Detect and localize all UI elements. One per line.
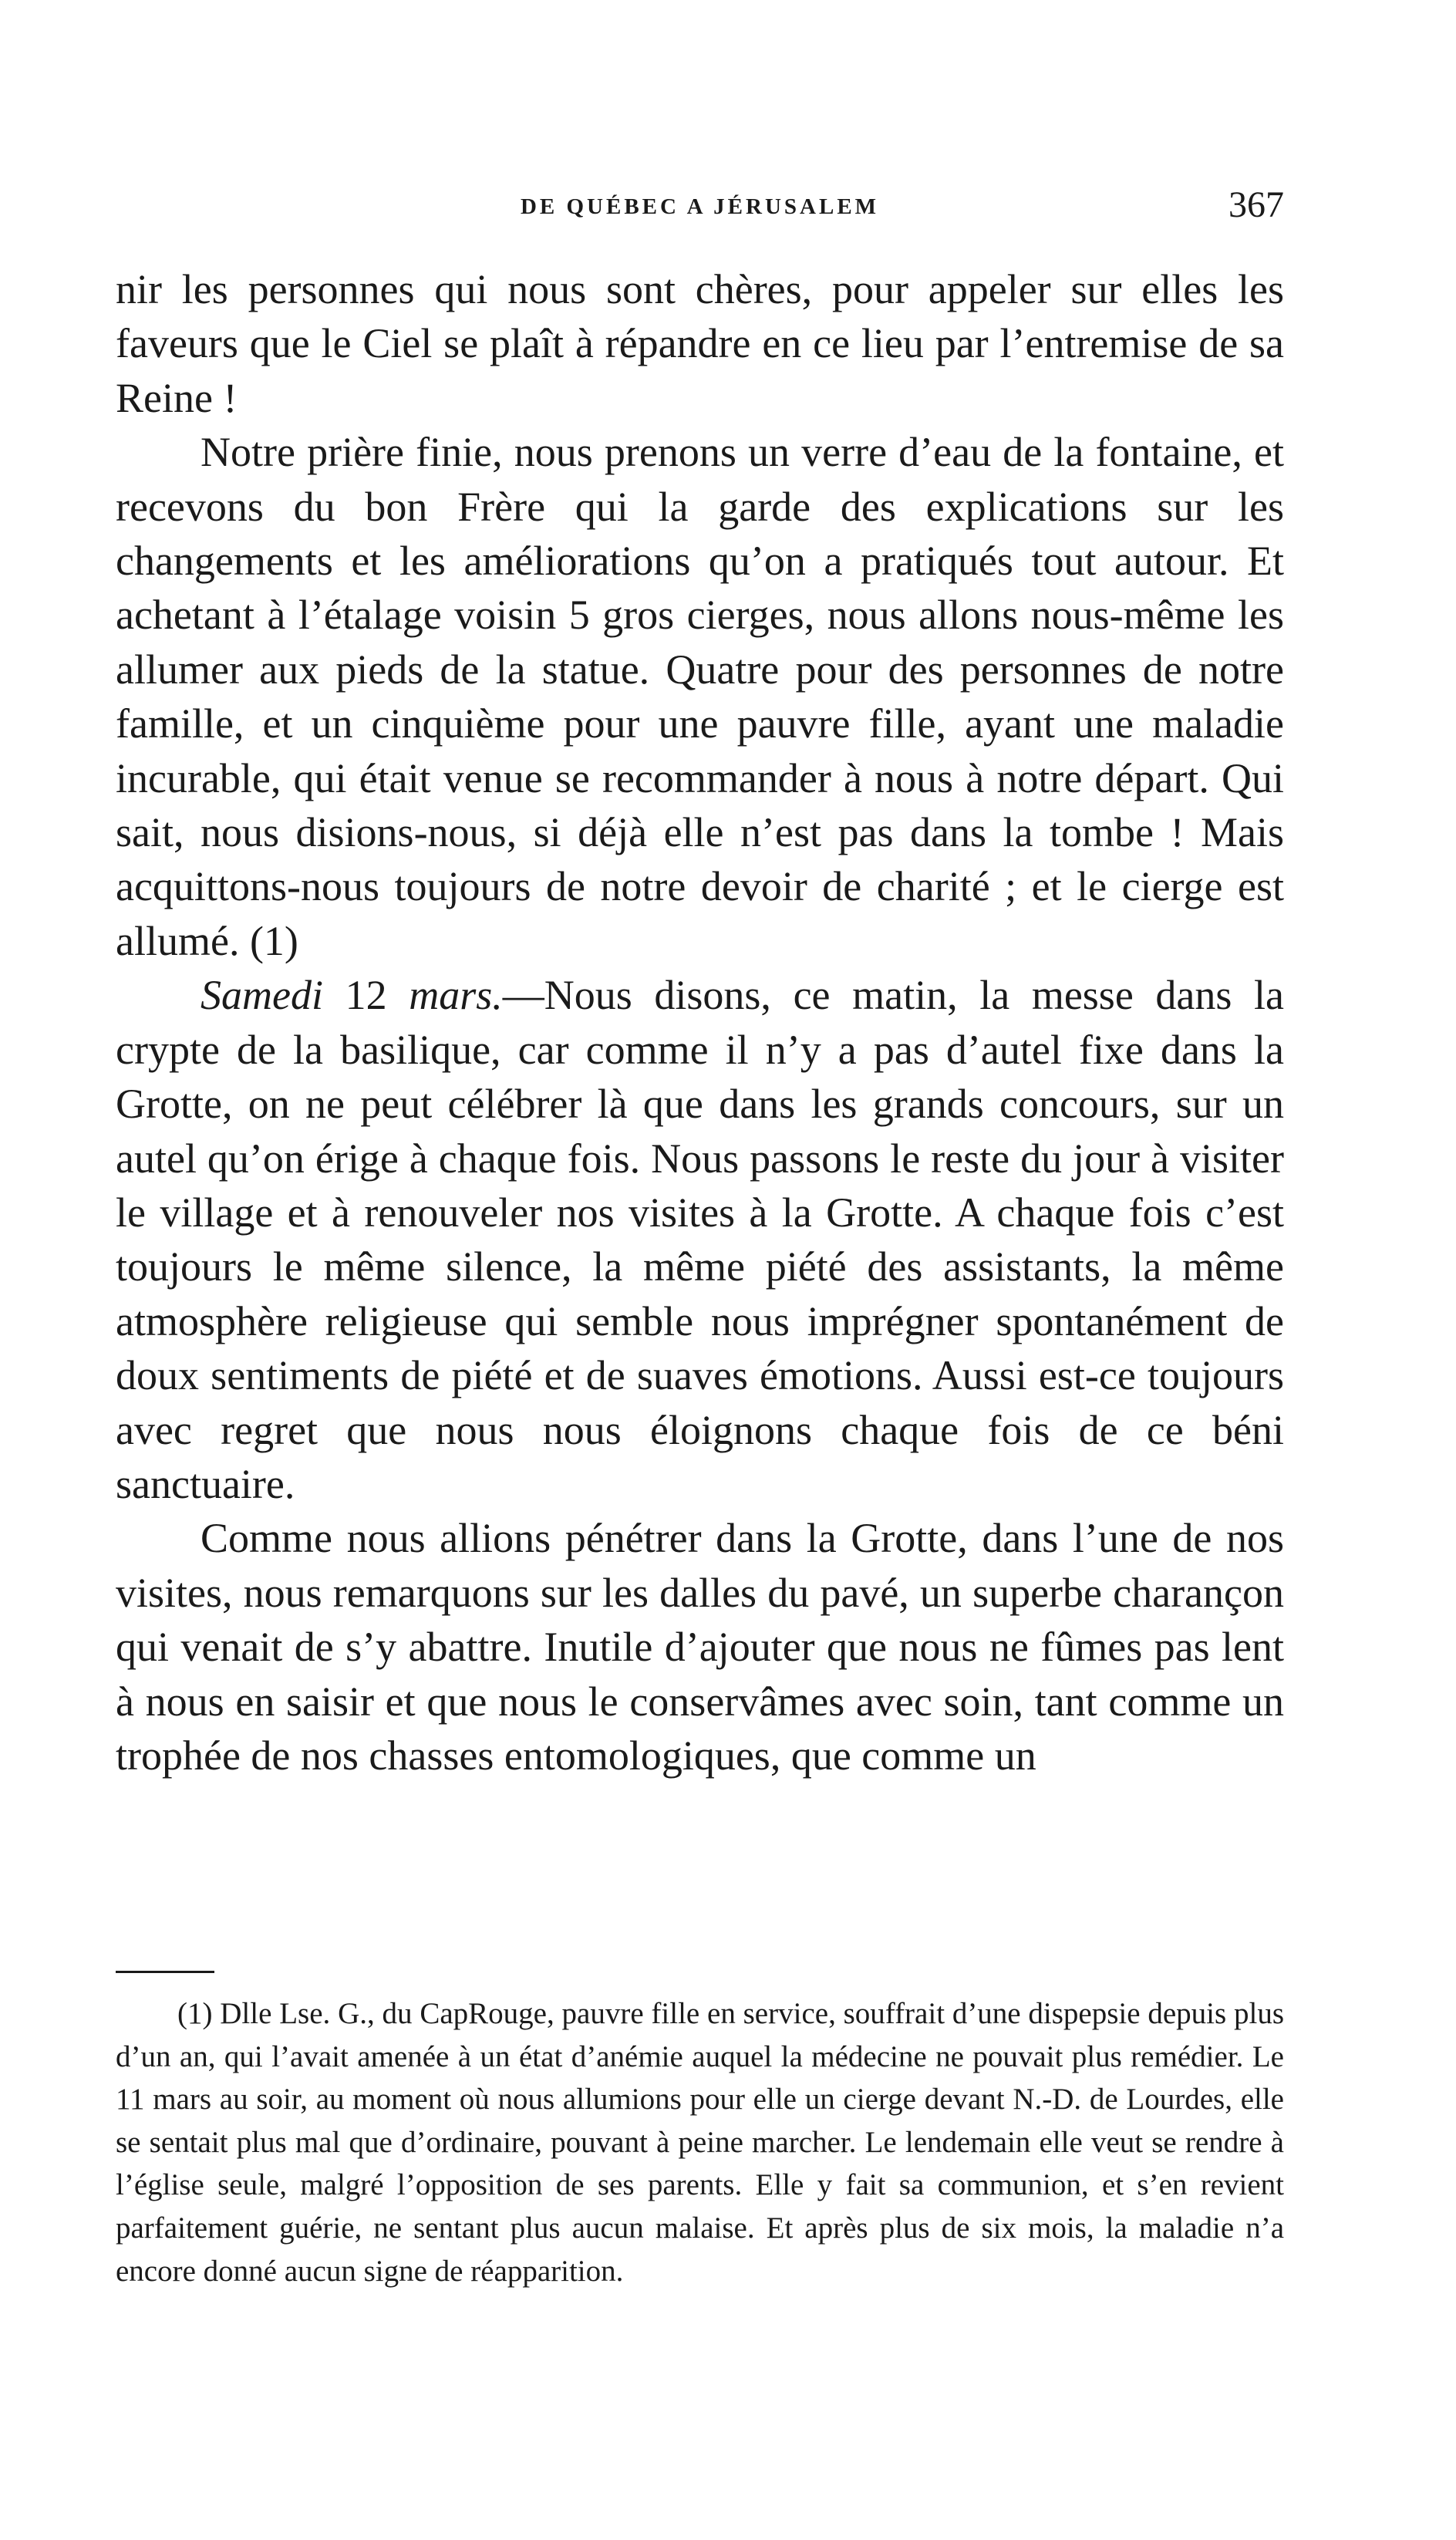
paragraph-continuation: nir les personnes qui nous sont chères, pour appeler sur elles les faveurs que le Ciel se plaît à répandre en ce lieu par l’entremise de sa Reine !: [116, 266, 1284, 421]
date-number: 12: [322, 972, 410, 1019]
footnote-1: (1) Dlle Lse. G., du CapRouge, pauvre fille en service, souffrait d’une dispepsie depuis plus d’un an, qui l’avait amenée à un état d’anémie auquel la médecine ne pouvait plus remédier. Le 11 mars au soir, au moment où nous allumions pour elle un cierge devant N.-D. de Lourdes, elle se sentait plus mal que d’ordinaire, pouvant à peine marcher. Le lendemain elle veut se rendre à l’église seule, malgré l’opposition de ses parents. Elle y fait sa communion, et s’en revient parfaitement guérie, ne sentant plus aucun malaise. Et après plus de six mois, la maladie n’a encore donné aucun signe de réapparition.: [116, 1997, 1284, 2288]
body-text: [116, 262, 1284, 1783]
running-title: DE QUÉBEC A JÉRUSALEM: [520, 194, 880, 219]
footnote-rule: [116, 1971, 214, 1973]
page-number: 367: [1228, 184, 1284, 225]
paragraph-saturday: [116, 968, 1284, 1511]
day-italic: Samedi: [201, 972, 323, 1019]
running-head: [116, 184, 1284, 238]
paragraph-prayer: Notre prière finie, nous prenons un verre d’eau de la fontaine, et recevons du bon Frère qui la garde des explications sur les changements et les améliorations qu’on a pratiqués tout autour. Et achetant à l’étalage voisin 5 gros cierges, nous allons nous-même les allumer aux pieds de la statue. Quatre pour des personnes de notre famille, et un cinquième pour une pauvre fille, ayant une maladie incurable, qui était venue se recommander à nous à notre départ. Qui sait, nous disions-nous, si déjà elle n’est pas dans la tombe ! Mais acquittons-nous toujours de notre devoir de charité ; et le cierge est allumé. (1): [116, 429, 1284, 964]
paragraph-saturday-text: —Nous disons, ce matin, la messe dans la crypte de la basilique, car comme il n’y a pas d’autel fixe dans la Grotte, on ne peut célébrer là que dans les grands concours, sur un autel qu’on érige à chaque fois. Nous passons le reste du jour à visiter le village et à renouveler nos visites à la Grotte. A chaque fois c’est toujours le même silence, la même piété des assistants, la même atmosphère religieuse qui semble nous imprégner spontanément de doux sentiments de piété et de suaves émotions. Aussi est-ce toujours avec regret que nous nous éloignons chaque fois de ce béni sanctuaire.: [116, 972, 1285, 1507]
paragraph-weevil: Comme nous allions pénétrer dans la Grotte, dans l’une de nos visites, nous remarquons sur les dalles du pavé, un superbe charançon qui venait de s’y abattre. Inutile d’ajouter que nous ne fûmes pas lent à nous en saisir et que nous le conservâmes avec soin, tant comme un trophée de nos chasses entomologiques, que comme un: [116, 1515, 1284, 1779]
month-italic: mars.: [409, 972, 503, 1019]
footnotes: [116, 1992, 1284, 2292]
